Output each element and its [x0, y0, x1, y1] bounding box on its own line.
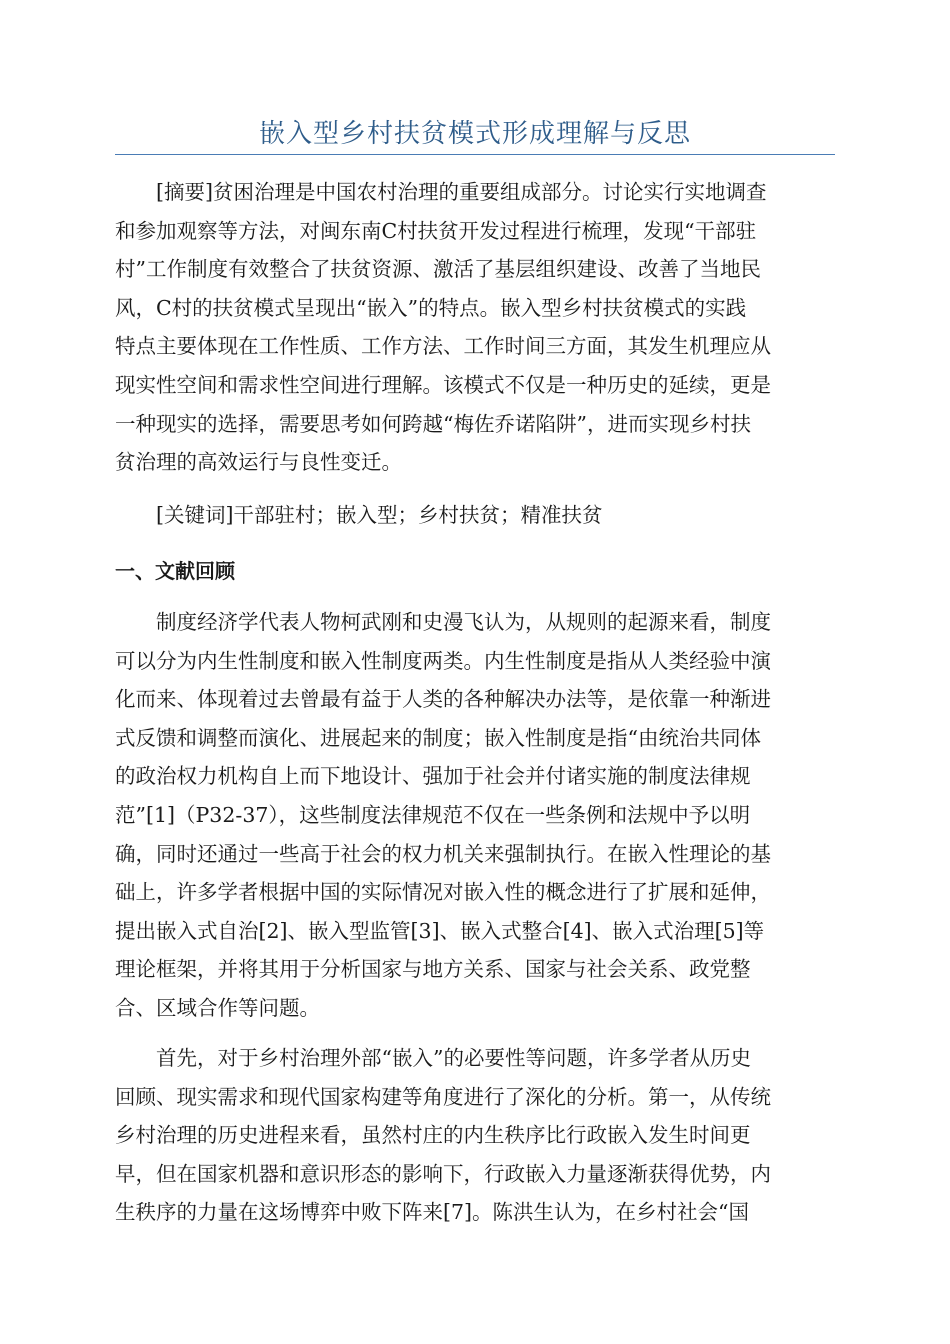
- abstract-line: 风，C村的扶贫模式呈现出“嵌入”的特点。嵌入型乡村扶贫模式的实践: [115, 295, 747, 320]
- paragraph-line: 化而来、体现着过去曾最有益于人类的各种解决办法等，是依靠一种渐进: [115, 687, 771, 712]
- abstract-line: 村”工作制度有效整合了扶贫资源、激活了基层组织建设、改善了当地民: [115, 257, 761, 282]
- body-paragraph-2: [115, 1039, 835, 1232]
- paragraph-line: 合、区域合作等问题。: [115, 995, 320, 1020]
- abstract-line: 一种现实的选择，需要思考如何跨越“梅佐乔诺陷阱”，进而实现乡村扶: [115, 411, 751, 436]
- paragraph-line: 范”[1]（P32-37），这些制度法律规范不仅在一些条例和法规中予以明: [115, 802, 751, 827]
- paragraph-line: 式反馈和调整而演化、进展起来的制度；嵌入性制度是指“由统治共同体: [115, 725, 761, 750]
- paragraph-line: 确，同时还通过一些高于社会的权力机关来强制执行。在嵌入性理论的基: [115, 841, 771, 866]
- paragraph-line: 生秩序的力量在这场博弈中败下阵来[7]。陈洪生认为，在乡村社会“国: [115, 1200, 750, 1225]
- paragraph-line: 首先，对于乡村治理外部“嵌入”的必要性等问题，许多学者从历史: [156, 1046, 751, 1070]
- document-title: 嵌入型乡村扶贫模式形成理解与反思: [258, 119, 691, 149]
- paragraph-line: 早，但在国家机器和意识形态的影响下，行政嵌入力量逐渐获得优势，内: [115, 1161, 771, 1186]
- section-heading: 一、文献回顾: [115, 559, 235, 583]
- abstract-line: 现实性空间和需求性空间进行理解。该模式不仅是一种历史的延续，更是: [115, 372, 771, 397]
- paragraph-line: 乡村治理的历史进程来看，虽然村庄的内生秩序比行政嵌入发生时间更: [115, 1123, 751, 1148]
- abstract-line: 特点主要体现在工作性质、工作方法、工作时间三方面，其发生机理应从: [115, 334, 771, 359]
- paragraph-line: 础上，许多学者根据中国的实际情况对嵌入性的概念进行了扩展和延伸，: [115, 880, 771, 905]
- abstract-line: [摘要]贫困治理是中国农村治理的重要组成部分。讨论实行实地调查: [156, 180, 767, 204]
- paragraph-line: 理论框架，并将其用于分析国家与地方关系、国家与社会关系、政党整: [115, 957, 751, 982]
- abstract-line: 和参加观察等方法，对闽东南C村扶贫开发过程进行梳理，发现“干部驻: [115, 218, 757, 243]
- paragraph-line: 制度经济学代表人物柯武刚和史漫飞认为，从规则的起源来看，制度: [156, 610, 771, 634]
- abstract-line: 贫治理的高效运行与良性变迁。: [115, 450, 402, 475]
- keywords-text: [关键词]干部驻村；嵌入型；乡村扶贫；精准扶贫: [156, 503, 603, 527]
- paragraph-line: 可以分为内生性制度和嵌入性制度两类。内生性制度是指从人类经验中演: [115, 648, 771, 673]
- paragraph-line: 的政治权力机构自上而下地设计、强加于社会并付诸实施的制度法律规: [115, 764, 751, 789]
- paragraph-line: 回顾、现实需求和现代国家构建等角度进行了深化的分析。第一，从传统: [115, 1084, 771, 1109]
- keywords-line: [115, 496, 835, 535]
- paragraph-line: 提出嵌入式自治[2]、嵌入型监管[3]、嵌入式整合[4]、嵌入式治理[5]等: [115, 918, 765, 943]
- title-underline-rule: [115, 154, 835, 155]
- body-paragraph-1: [115, 603, 835, 1028]
- abstract-paragraph: [115, 173, 835, 482]
